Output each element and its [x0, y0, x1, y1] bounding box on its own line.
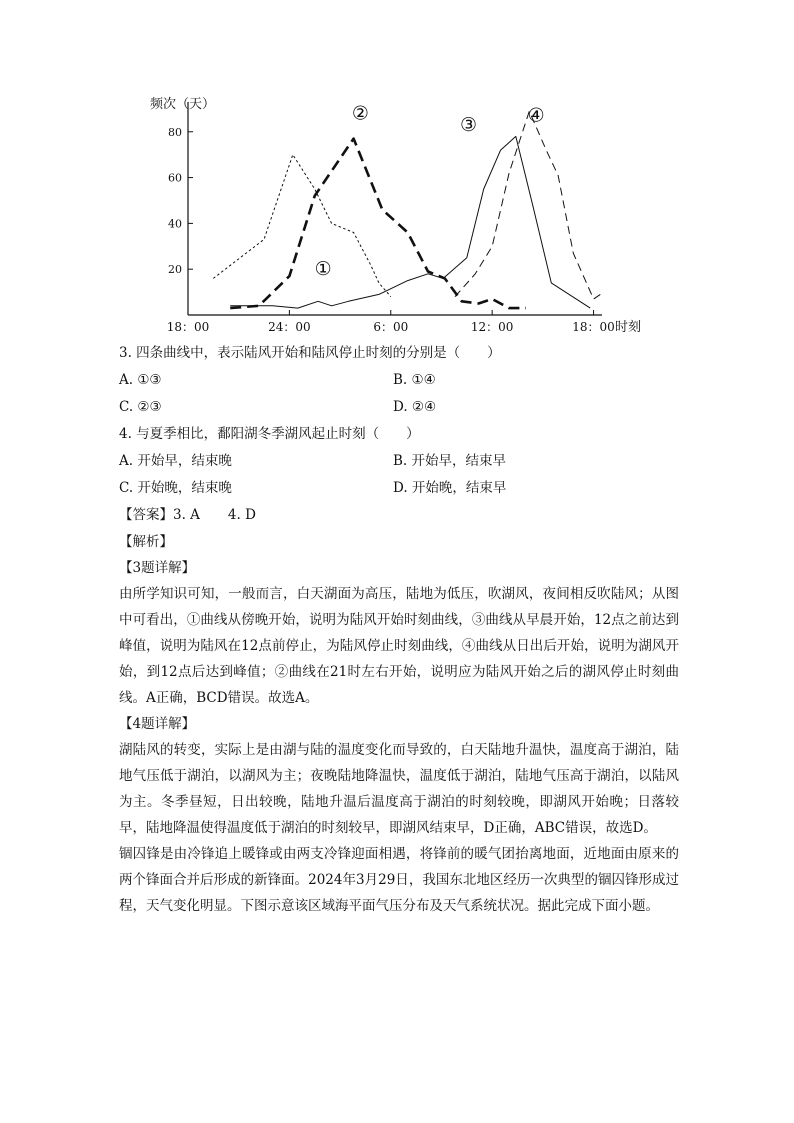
question-4-stem: 4. 与夏季相比，鄱阳湖冬季湖风起止时刻（ ）	[119, 426, 420, 442]
next-question-intro: 锢囚锋是由冷锋追上暖锋或由两支冷锋迎面相遇，将锋前的暖气团抬离地面，近地面由原来的两个锋面合并后形成的新锋面。2024年3月29日，我国东北地区经历一次典型的锢囚锋形成过程，天气变化明显。下图示意该区域海平面气压分布及天气系统状况。据此完成下面小题。	[119, 846, 679, 914]
q3-explanation: 由所学知识可知，一般而言，白天湖面为高压，陆地为低压，吹湖风，夜间相反吹陆风；从图中可看出，①曲线从傍晚开始，说明为陆风开始时刻曲线，③曲线从早晨开始，12点之前达到峰值，说明为陆风在12点前停止，为陆风停止时刻曲线，④曲线从日出后开始，说明为湖风开始，到12点后达到峰值；②曲线在21时左右开始，说明应为陆风开始之后的湖风停止时刻曲线。A正确，BCD错误。故选A。	[119, 586, 679, 706]
question-4-options-row2	[119, 475, 679, 502]
option-4d[interactable]: D. 开始晚，结束早	[393, 480, 507, 496]
series-label-3: ③	[459, 113, 478, 136]
frequency-line-chart	[140, 88, 660, 338]
option-3a[interactable]: A. ①③	[119, 372, 162, 388]
series-label-2: ②	[351, 102, 369, 125]
q4-detail-title: 【4题详解】	[119, 716, 196, 732]
x-tick-label: 18：00	[166, 320, 210, 334]
series-label-4: ④	[527, 104, 545, 127]
y-tick-label: 60	[168, 171, 182, 185]
x-tick-label: 24：00	[268, 320, 311, 334]
series-line-2	[230, 139, 526, 309]
series-line-4	[455, 111, 604, 299]
q4-explanation: 湖陆风的转变，实际上是由湖与陆的温度变化而导致的，白天陆地升温快，温度高于湖泊，陆地气压低于湖泊，以湖风为主；夜晚陆地降温快，温度低于湖泊，陆地气压高于湖泊，以陆风为主。冬季昼短，日出较晚，陆地升温后温度高于湖泊的时刻较晚，即湖风开始晚；日落较早，陆地降温使得温度低于湖泊的时刻较早，即湖风结束早，D正确，ABC错误，故选D。	[119, 742, 679, 836]
y-tick-label: 80	[168, 125, 182, 139]
answer-3: 3. A	[173, 507, 200, 523]
series-label-1: ①	[314, 258, 332, 281]
question-4-options	[119, 448, 679, 475]
x-tick-label: 6：00	[373, 320, 409, 334]
answer-label: 【答案】	[119, 507, 173, 523]
x-tick-label: 12：00	[470, 320, 514, 334]
series-line-1	[213, 155, 390, 297]
option-3b[interactable]: B. ①④	[393, 372, 436, 388]
question-3-options-row2	[119, 394, 679, 421]
option-4a[interactable]: A. 开始早，结束晚	[119, 453, 232, 469]
analysis-label: 【解析】	[119, 534, 173, 550]
option-4b[interactable]: B. 开始早，结束早	[393, 453, 507, 469]
series-line-3	[230, 136, 590, 308]
y-tick-label: 20	[168, 263, 182, 277]
option-3d[interactable]: D. ②④	[393, 399, 437, 415]
y-tick-label: 40	[168, 217, 182, 231]
q3-detail-title: 【3题详解】	[119, 560, 196, 576]
answer-4: 4. D	[227, 507, 256, 523]
option-4c[interactable]: C. 开始晚，结束晚	[119, 480, 232, 496]
question-3-stem: 3. 四条曲线中，表示陆风开始和陆风停止时刻的分别是（ ）	[119, 345, 501, 361]
y-axis-label: 频次（天）	[150, 97, 216, 112]
x-tick-label: 18：00	[572, 320, 615, 334]
answer-line	[119, 502, 679, 529]
option-3c[interactable]: C. ②③	[119, 399, 162, 415]
x-axis-label: 时刻	[615, 320, 642, 335]
question-content	[119, 340, 679, 919]
question-3-options	[119, 367, 679, 394]
